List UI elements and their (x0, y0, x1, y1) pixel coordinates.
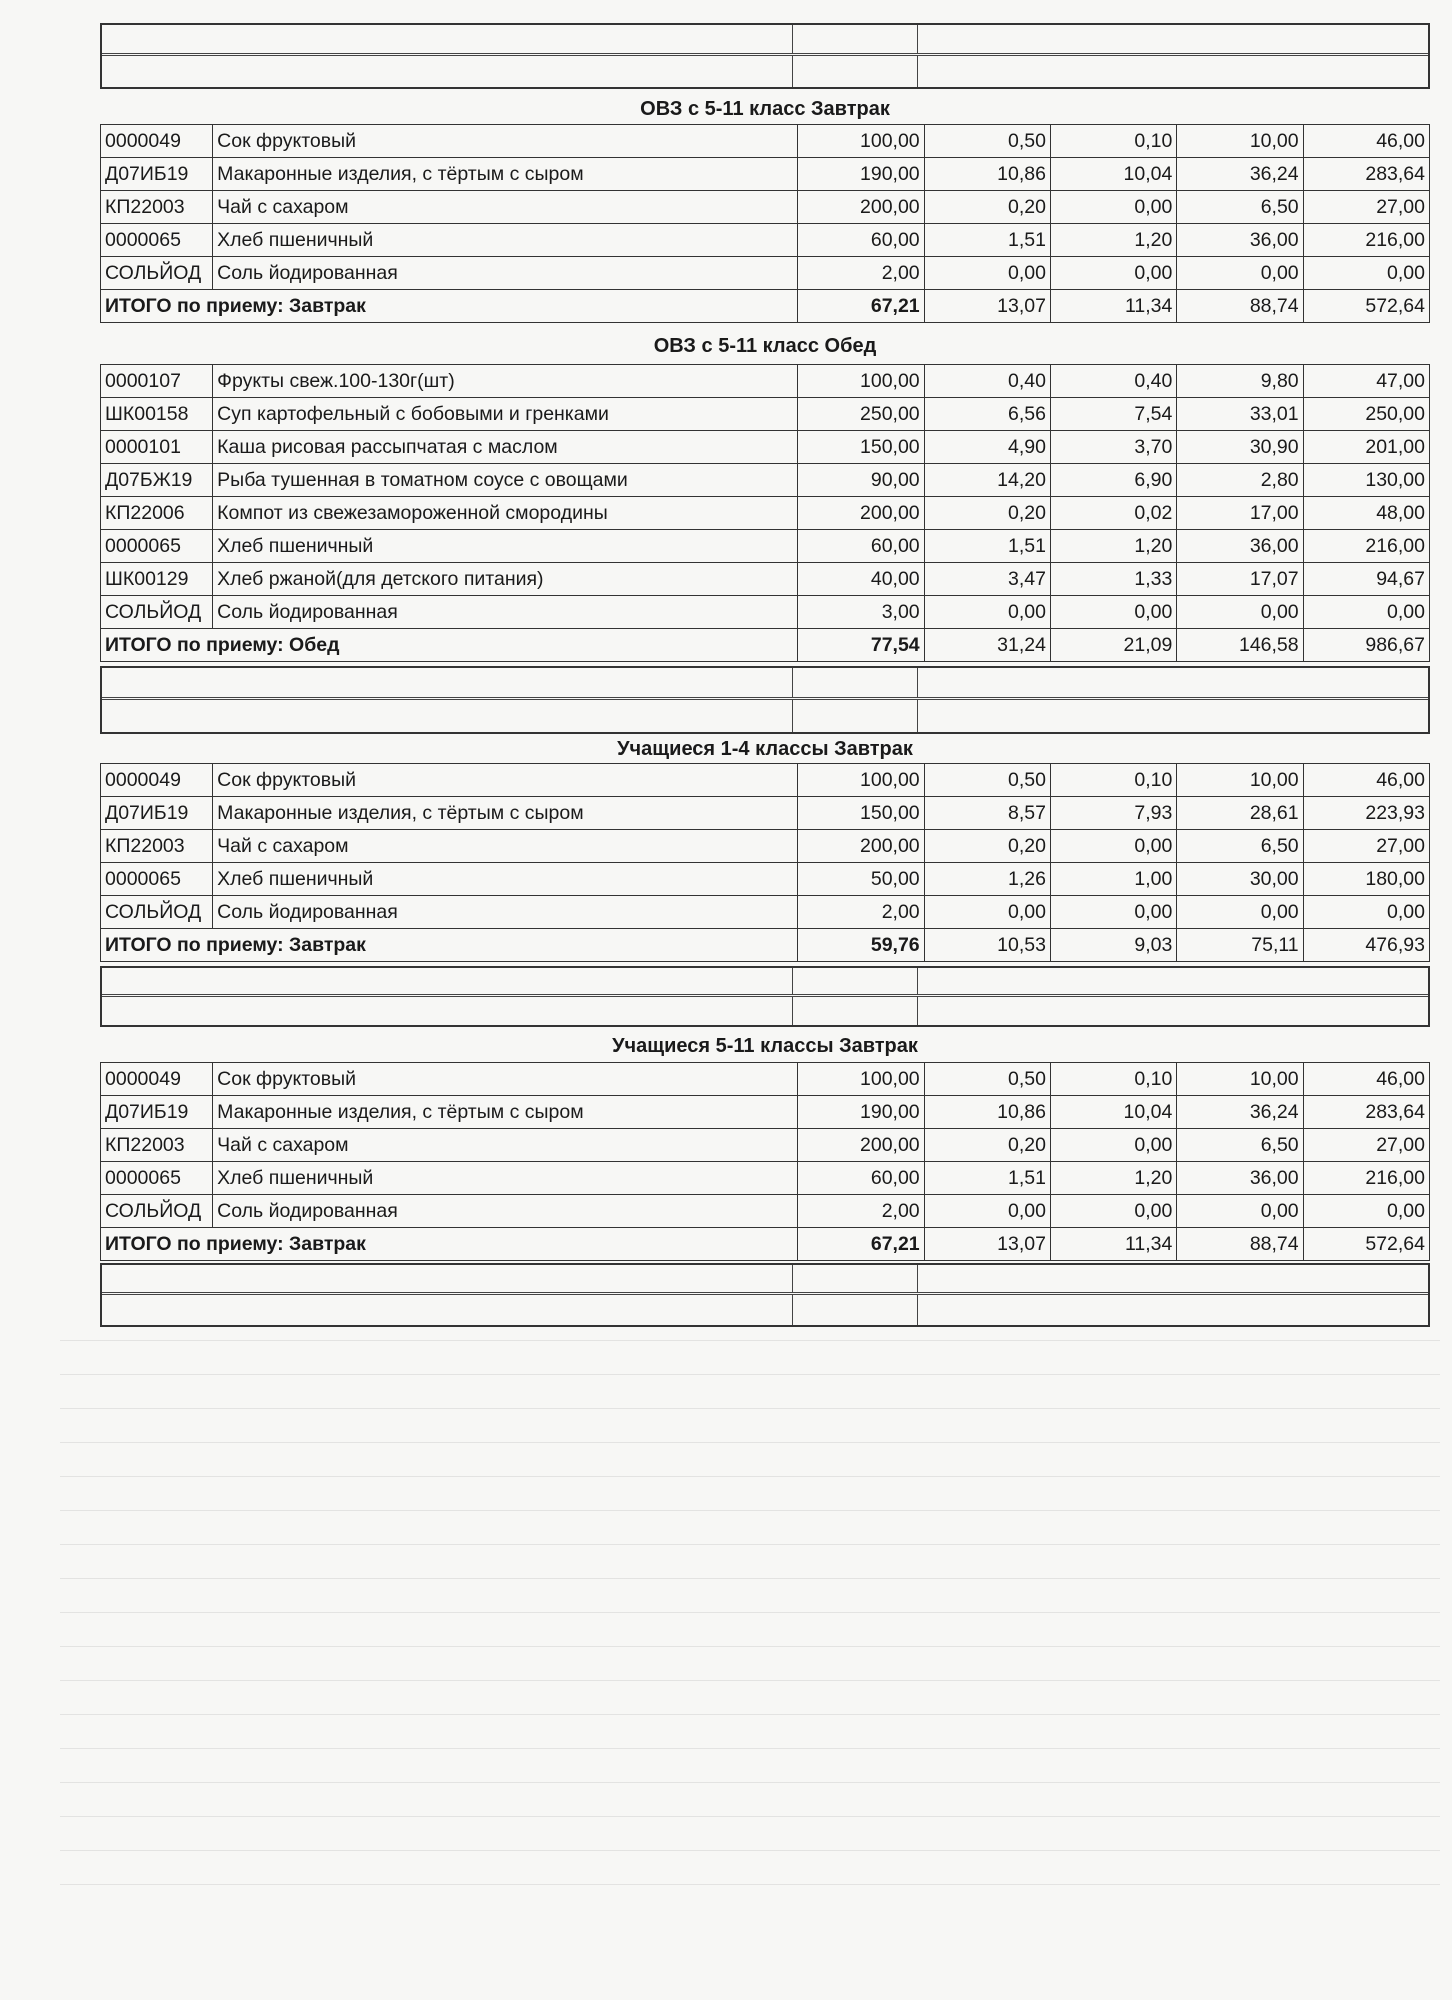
item-value: 2,00 (798, 1195, 924, 1228)
item-value: 0,50 (924, 1063, 1050, 1096)
total-value: 67,21 (798, 290, 924, 323)
item-value: 8,57 (924, 797, 1050, 830)
item-code: 0000101 (101, 431, 213, 464)
item-value: 30,90 (1177, 431, 1303, 464)
item-value: 46,00 (1303, 764, 1429, 797)
item-value: 0,10 (1050, 1063, 1176, 1096)
menu-table (100, 763, 1430, 962)
table-row (101, 1162, 1430, 1195)
item-code: СОЛЬЙОД (101, 257, 213, 290)
item-name: Каша рисовая рассыпчатая с маслом (213, 431, 798, 464)
item-value: 2,00 (798, 257, 924, 290)
total-label: ИТОГО по приему: Завтрак (101, 929, 798, 962)
blank-table (100, 666, 1430, 734)
item-value: 0,00 (1050, 896, 1176, 929)
item-value: 2,00 (798, 896, 924, 929)
table-row (101, 596, 1430, 629)
section-title: ОВЗ с 5-11 класс Обед (653, 335, 877, 357)
menu-table (100, 364, 1430, 662)
item-value: 200,00 (798, 497, 924, 530)
item-value: 0,00 (924, 596, 1050, 629)
section-title: ОВЗ с 5-11 класс Завтрак (640, 98, 890, 120)
table-row (101, 764, 1430, 797)
item-value: 0,00 (1303, 596, 1429, 629)
item-code: 0000049 (101, 764, 213, 797)
item-code: КП22003 (101, 1129, 213, 1162)
item-code: Д07ИБ19 (101, 1096, 213, 1129)
item-value: 30,00 (1177, 863, 1303, 896)
table-row (101, 1195, 1430, 1228)
item-value: 6,56 (924, 398, 1050, 431)
table-row (101, 563, 1430, 596)
item-value: 1,33 (1050, 563, 1176, 596)
item-value: 100,00 (798, 1063, 924, 1096)
total-value: 476,93 (1303, 929, 1429, 962)
item-code: 0000049 (101, 125, 213, 158)
item-value: 60,00 (798, 530, 924, 563)
item-code: 0000065 (101, 224, 213, 257)
item-value: 10,04 (1050, 1096, 1176, 1129)
item-value: 0,10 (1050, 764, 1176, 797)
item-name: Суп картофельный с бобовыми и гренками (213, 398, 798, 431)
item-name: Чай с сахаром (213, 830, 798, 863)
section-title: Учащиеся 1-4 классы Завтрак (617, 738, 913, 760)
item-value: 36,00 (1177, 530, 1303, 563)
table-row (101, 497, 1430, 530)
item-code: Д07ИБ19 (101, 797, 213, 830)
item-value: 10,04 (1050, 158, 1176, 191)
item-value: 47,00 (1303, 365, 1429, 398)
item-value: 6,90 (1050, 464, 1176, 497)
item-value: 0,20 (924, 1129, 1050, 1162)
item-value: 4,90 (924, 431, 1050, 464)
total-value: 77,54 (798, 629, 924, 662)
item-value: 0,20 (924, 497, 1050, 530)
item-code: СОЛЬЙОД (101, 896, 213, 929)
table-row (101, 224, 1430, 257)
item-value: 33,01 (1177, 398, 1303, 431)
item-value: 0,00 (1177, 896, 1303, 929)
item-value: 283,64 (1303, 158, 1429, 191)
item-value: 1,51 (924, 1162, 1050, 1195)
item-name: Соль йодированная (213, 257, 798, 290)
item-value: 200,00 (798, 830, 924, 863)
item-value: 10,00 (1177, 1063, 1303, 1096)
item-value: 100,00 (798, 125, 924, 158)
item-value: 150,00 (798, 431, 924, 464)
item-code: ШК00158 (101, 398, 213, 431)
item-value: 250,00 (798, 398, 924, 431)
item-name: Сок фруктовый (213, 1063, 798, 1096)
item-value: 0,00 (1303, 896, 1429, 929)
item-value: 0,00 (1050, 1129, 1176, 1162)
item-value: 10,86 (924, 158, 1050, 191)
item-value: 36,24 (1177, 1096, 1303, 1129)
table-row (101, 191, 1430, 224)
item-value: 60,00 (798, 1162, 924, 1195)
item-name: Соль йодированная (213, 596, 798, 629)
item-name: Чай с сахаром (213, 1129, 798, 1162)
item-code: ШК00129 (101, 563, 213, 596)
item-value: 36,00 (1177, 1162, 1303, 1195)
table-row (101, 896, 1430, 929)
blank-table (100, 966, 1430, 1027)
item-value: 180,00 (1303, 863, 1429, 896)
total-row (101, 629, 1430, 662)
item-value: 0,00 (1050, 257, 1176, 290)
item-code: СОЛЬЙОД (101, 1195, 213, 1228)
total-row (101, 1228, 1430, 1261)
item-code: 0000065 (101, 863, 213, 896)
item-value: 0,00 (1303, 1195, 1429, 1228)
item-value: 190,00 (798, 1096, 924, 1129)
item-value: 60,00 (798, 224, 924, 257)
item-value: 0,00 (924, 896, 1050, 929)
item-name: Соль йодированная (213, 1195, 798, 1228)
total-value: 9,03 (1050, 929, 1176, 962)
section-title: Учащиеся 5-11 классы Завтрак (612, 1035, 918, 1057)
item-value: 0,00 (1303, 257, 1429, 290)
item-code: КП22006 (101, 497, 213, 530)
total-value: 88,74 (1177, 290, 1303, 323)
item-value: 28,61 (1177, 797, 1303, 830)
item-name: Макаронные изделия, с тёртым с сыром (213, 797, 798, 830)
item-value: 6,50 (1177, 1129, 1303, 1162)
item-name: Сок фруктовый (213, 764, 798, 797)
total-value: 67,21 (798, 1228, 924, 1261)
item-value: 14,20 (924, 464, 1050, 497)
total-value: 31,24 (924, 629, 1050, 662)
item-value: 10,86 (924, 1096, 1050, 1129)
blank-table (100, 23, 1430, 89)
item-value: 6,50 (1177, 191, 1303, 224)
table-row (101, 125, 1430, 158)
total-value: 572,64 (1303, 1228, 1429, 1261)
item-name: Сок фруктовый (213, 125, 798, 158)
item-value: 0,00 (1177, 596, 1303, 629)
item-value: 200,00 (798, 191, 924, 224)
item-value: 48,00 (1303, 497, 1429, 530)
item-code: 0000049 (101, 1063, 213, 1096)
total-label: ИТОГО по приему: Завтрак (101, 1228, 798, 1261)
item-name: Фрукты свеж.100-130г(шт) (213, 365, 798, 398)
item-name: Хлеб пшеничный (213, 1162, 798, 1195)
item-value: 36,24 (1177, 158, 1303, 191)
item-value: 27,00 (1303, 191, 1429, 224)
item-value: 1,51 (924, 530, 1050, 563)
item-value: 40,00 (798, 563, 924, 596)
bleed-through (60, 1340, 1440, 1900)
item-value: 3,70 (1050, 431, 1176, 464)
table-row (101, 158, 1430, 191)
table-row (101, 365, 1430, 398)
item-value: 0,00 (1177, 257, 1303, 290)
total-value: 59,76 (798, 929, 924, 962)
total-value: 146,58 (1177, 629, 1303, 662)
item-name: Хлеб пшеничный (213, 530, 798, 563)
item-value: 1,51 (924, 224, 1050, 257)
item-value: 90,00 (798, 464, 924, 497)
item-value: 17,00 (1177, 497, 1303, 530)
table-row (101, 464, 1430, 497)
item-value: 46,00 (1303, 125, 1429, 158)
total-value: 21,09 (1050, 629, 1176, 662)
item-value: 1,20 (1050, 224, 1176, 257)
item-value: 0,40 (924, 365, 1050, 398)
item-value: 100,00 (798, 365, 924, 398)
total-label: ИТОГО по приему: Обед (101, 629, 798, 662)
item-code: КП22003 (101, 191, 213, 224)
item-value: 6,50 (1177, 830, 1303, 863)
total-label: ИТОГО по приему: Завтрак (101, 290, 798, 323)
item-value: 0,40 (1050, 365, 1176, 398)
total-value: 88,74 (1177, 1228, 1303, 1261)
item-value: 27,00 (1303, 1129, 1429, 1162)
table-row (101, 257, 1430, 290)
item-value: 0,00 (1177, 1195, 1303, 1228)
item-value: 94,67 (1303, 563, 1429, 596)
item-value: 1,20 (1050, 1162, 1176, 1195)
item-value: 7,54 (1050, 398, 1176, 431)
item-value: 1,26 (924, 863, 1050, 896)
item-value: 10,00 (1177, 125, 1303, 158)
item-value: 0,00 (1050, 596, 1176, 629)
total-value: 10,53 (924, 929, 1050, 962)
total-value: 75,11 (1177, 929, 1303, 962)
item-value: 0,00 (1050, 830, 1176, 863)
total-row (101, 290, 1430, 323)
total-value: 572,64 (1303, 290, 1429, 323)
table-row (101, 530, 1430, 563)
item-value: 46,00 (1303, 1063, 1429, 1096)
total-value: 13,07 (924, 290, 1050, 323)
item-value: 130,00 (1303, 464, 1429, 497)
item-name: Рыба тушенная в томатном соусе с овощами (213, 464, 798, 497)
item-name: Хлеб ржаной(для детского питания) (213, 563, 798, 596)
item-value: 150,00 (798, 797, 924, 830)
item-value: 0,20 (924, 830, 1050, 863)
item-value: 9,80 (1177, 365, 1303, 398)
item-value: 0,00 (924, 257, 1050, 290)
table-row (101, 398, 1430, 431)
item-value: 0,00 (1050, 191, 1176, 224)
item-value: 36,00 (1177, 224, 1303, 257)
table-row (101, 431, 1430, 464)
item-name: Макаронные изделия, с тёртым с сыром (213, 1096, 798, 1129)
total-row (101, 929, 1430, 962)
menu-table (100, 124, 1430, 323)
item-value: 1,20 (1050, 530, 1176, 563)
item-value: 2,80 (1177, 464, 1303, 497)
item-code: Д07ИБ19 (101, 158, 213, 191)
item-value: 0,50 (924, 764, 1050, 797)
item-name: Соль йодированная (213, 896, 798, 929)
item-value: 200,00 (798, 1129, 924, 1162)
item-value: 0,20 (924, 191, 1050, 224)
total-value: 11,34 (1050, 290, 1176, 323)
item-value: 10,00 (1177, 764, 1303, 797)
item-name: Хлеб пшеничный (213, 863, 798, 896)
item-value: 1,00 (1050, 863, 1176, 896)
item-value: 50,00 (798, 863, 924, 896)
item-value: 17,07 (1177, 563, 1303, 596)
item-code: 0000107 (101, 365, 213, 398)
item-code: 0000065 (101, 1162, 213, 1195)
item-code: 0000065 (101, 530, 213, 563)
total-value: 13,07 (924, 1228, 1050, 1261)
item-value: 201,00 (1303, 431, 1429, 464)
item-value: 0,02 (1050, 497, 1176, 530)
item-value: 0,00 (1050, 1195, 1176, 1228)
total-value: 986,67 (1303, 629, 1429, 662)
item-value: 0,10 (1050, 125, 1176, 158)
item-value: 216,00 (1303, 530, 1429, 563)
item-value: 7,93 (1050, 797, 1176, 830)
item-value: 3,47 (924, 563, 1050, 596)
item-value: 216,00 (1303, 1162, 1429, 1195)
table-row (101, 797, 1430, 830)
item-name: Хлеб пшеничный (213, 224, 798, 257)
item-value: 250,00 (1303, 398, 1429, 431)
item-value: 283,64 (1303, 1096, 1429, 1129)
item-code: КП22003 (101, 830, 213, 863)
item-name: Компот из свежезамороженной смородины (213, 497, 798, 530)
item-code: СОЛЬЙОД (101, 596, 213, 629)
item-value: 0,50 (924, 125, 1050, 158)
item-value: 27,00 (1303, 830, 1429, 863)
item-value: 3,00 (798, 596, 924, 629)
item-value: 223,93 (1303, 797, 1429, 830)
table-row (101, 830, 1430, 863)
item-name: Чай с сахаром (213, 191, 798, 224)
table-row (101, 1129, 1430, 1162)
menu-table (100, 1062, 1430, 1261)
total-value: 11,34 (1050, 1228, 1176, 1261)
item-name: Макаронные изделия, с тёртым с сыром (213, 158, 798, 191)
item-value: 0,00 (924, 1195, 1050, 1228)
item-value: 100,00 (798, 764, 924, 797)
table-row (101, 1096, 1430, 1129)
table-row (101, 863, 1430, 896)
item-value: 190,00 (798, 158, 924, 191)
table-row (101, 1063, 1430, 1096)
blank-table (100, 1263, 1430, 1327)
item-value: 216,00 (1303, 224, 1429, 257)
item-code: Д07БЖ19 (101, 464, 213, 497)
